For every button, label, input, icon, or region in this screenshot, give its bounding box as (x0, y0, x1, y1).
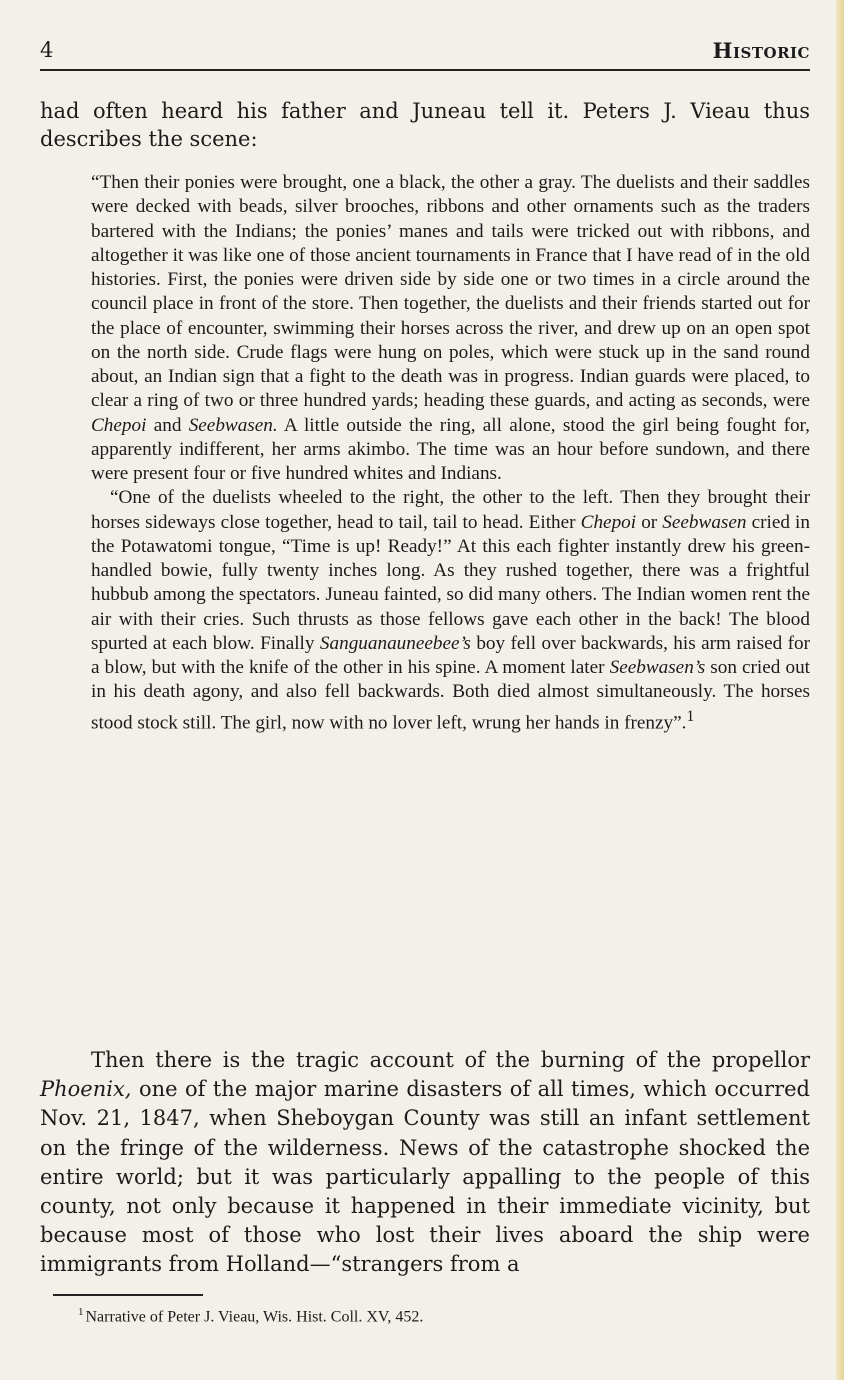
page-number: 4 (40, 38, 54, 62)
body-text: one of the major marine disasters of all times, which occurred Nov. 21, 1847, when Sheboygan County was still an infant settlement on the fringe of the wilderness. News of the catastrophe shocked the entire world; but it was particularly appalling to the people of this county, not only because it happened in their immediate vicinity, but because most of those who lost their lives aboard the ship were immigrants from Holland—“strangers from a (40, 1077, 810, 1277)
intro-paragraph (40, 97, 810, 153)
italic-name: Seebwasen’s (609, 657, 706, 678)
quote-text: “One of the duelists wheeled to the right, the other to the left. Then they brought their horses sideways close together, head to tail, tail to head. Either (91, 487, 810, 533)
italic-name: Sanguanauneebee’s (319, 632, 471, 654)
italic-name: Seebwasen (662, 511, 747, 533)
footnote (78, 1301, 778, 1328)
footnote-marker: 1 (78, 1306, 84, 1318)
quote-text: son cried out in his death agony, and also fell backwards. Both died almost simultaneously. The horses stood stock still. The girl, now with no lover left, wrung her hands in frenzy”. (91, 657, 810, 733)
header-rule (40, 69, 810, 71)
running-title: Historic (712, 38, 810, 63)
quote-paragraph-1 (91, 171, 810, 486)
italic-name: Seebwasen. (188, 414, 278, 436)
quote-text: or (636, 511, 663, 533)
quote-text: A little outside the ring, all alone, stood the girl being fought for, apparently indifferent, her arms akimbo. The time was an hour before sundown, and there were present four or five hundred whites and Indians. (91, 414, 810, 484)
block-quote (91, 171, 810, 735)
body-text: Then there is the tragic account of the burning of the propellor (91, 1048, 810, 1072)
footnote-text: Narrative of Peter J. Vieau, Wis. Hist. Coll. XV, 452. (85, 1308, 424, 1326)
quote-text: and (146, 414, 189, 436)
page-header (40, 38, 810, 66)
quote-text: boy fell over backwards, his arm raised for a blow, but with the knife of the other in his spine. A moment later (91, 632, 810, 678)
footnote-rule (53, 1294, 203, 1296)
footnote-reference[interactable]: 1 (686, 707, 695, 725)
phoenix-paragraph (40, 1046, 810, 1280)
italic-name: Chepoi (580, 511, 637, 533)
body-paragraph (40, 1046, 810, 1280)
italic-name: Chepoi (91, 414, 147, 436)
page-edge (836, 0, 844, 1380)
quote-text: “Then their ponies were brought, one a black, the other a gray. The duelists and their saddles were decked with beads, silver brooches, ribbons and other ornaments such as the traders bartered with the Indians; the ponies’ manes and tails were tricked out with ribbons, and altogether it was like one of those ancient tournaments in France that I have read of in the old histories. First, the ponies were driven side by side one or two times in a circle around the council place in front of the store. Then together, the duelists and their friends started out for the place of encounter, swimming their horses across the river, and drew up on an open spot on the north side. Crude flags were hung on poles, which were stuck up in the sand round about, an Indian sign that a fight to the death was in progress. Indian guards were placed, to clear a ring of two or three hundred yards; heading these guards, and acting as seconds, were (91, 172, 810, 412)
quote-paragraph-2 (91, 486, 810, 735)
quote-text: cried in the Potawatomi tongue, “Time is up! Ready!” At this each fighter instantly drew his green-handled bowie, fully twenty inches long. As they rushed together, there was a frightful hubbub among the spectators. Juneau fainted, so did many others. The Indian women rent the air with their cries. Such thrusts as those fellows gave each other in the back! The blood spurted at each blow. Finally (91, 511, 810, 654)
intro-text: had often heard his father and Juneau tell it. Peters J. Vieau thus describes the scene: (40, 99, 810, 151)
italic-ship-name: Phoenix, (40, 1077, 132, 1102)
